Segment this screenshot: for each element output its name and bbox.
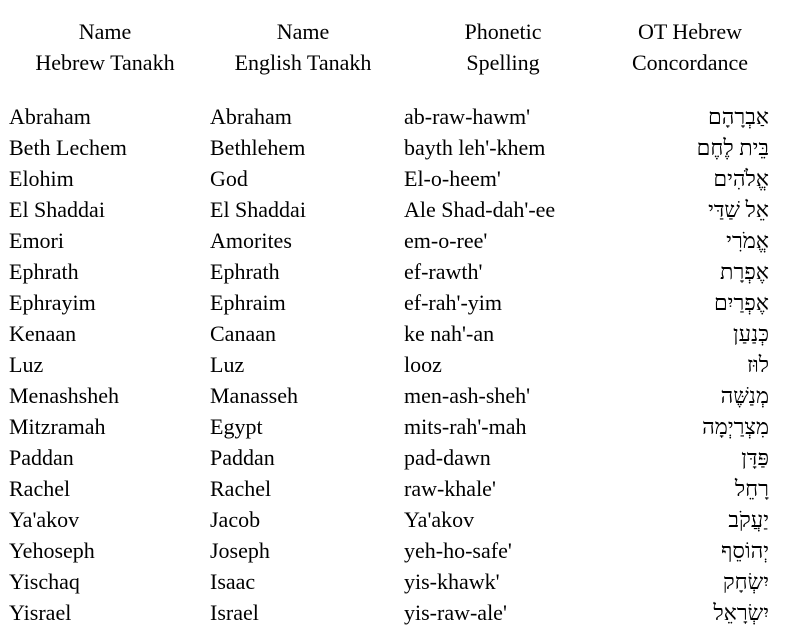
header-line: Name [276,19,330,44]
cell-phonetic: looz [404,352,442,377]
cell-hebrew-name: Abraham [9,104,91,129]
cell-english-name: Egypt [210,414,263,439]
header-line: Phonetic [464,19,542,44]
header-line: Spelling [466,50,540,75]
table-row [0,380,785,411]
cell-hebrew-script: אֶפְרַיִם [713,290,769,315]
table-row [0,566,785,597]
header-hebrew-tanakh [10,16,200,78]
cell-phonetic: bayth leh'-khem [404,135,546,160]
table-row [0,318,785,349]
cell-hebrew-script: אַבְרָהָם [708,104,769,129]
cell-hebrew-name: Ya'akov [9,507,80,532]
cell-phonetic: mits-rah'-mah [404,414,527,439]
cell-english-name: El Shaddai [210,197,306,222]
table-row [0,442,785,473]
table-row [0,194,785,225]
cell-hebrew-name: Luz [9,352,44,377]
cell-hebrew-name: Yischaq [9,569,80,594]
cell-english-name: Israel [210,600,259,625]
cell-hebrew-name: Ephrath [9,259,79,284]
cell-hebrew-name: Beth Lechem [9,135,127,160]
cell-hebrew-script: רָחֵל [734,476,769,501]
cell-phonetic: ab-raw-hawm' [404,104,531,129]
cell-english-name: Bethlehem [210,135,306,160]
cell-hebrew-name: Paddan [9,445,74,470]
header-line: Name [78,19,132,44]
cell-hebrew-script: אֱמֹרִי [726,228,769,253]
cell-hebrew-script: פַּדָּן [741,445,769,470]
cell-hebrew-name: Mitzramah [9,414,106,439]
table-row [0,256,785,287]
cell-phonetic: ef-rawth' [404,259,483,284]
cell-english-name: God [210,166,248,191]
cell-english-name: Ephrath [210,259,280,284]
table-row [0,132,785,163]
table-row [0,535,785,566]
cell-hebrew-script: יִשְׂרָאֵל [713,600,769,625]
cell-phonetic: raw-khale' [404,476,496,501]
cell-english-name: Luz [210,352,245,377]
cell-hebrew-script: לוּז [746,352,769,377]
cell-hebrew-name: Elohim [9,166,74,191]
cell-hebrew-script: בֵּית לֶחֶם [696,135,769,160]
cell-hebrew-name: Yisrael [9,600,72,625]
cell-phonetic: Ale Shad-dah'-ee [404,197,556,222]
header-line: Concordance [631,50,749,75]
header-line: English Tanakh [234,50,372,75]
cell-hebrew-name: Kenaan [9,321,77,346]
table-row [0,287,785,318]
table-row [0,101,785,132]
cell-english-name: Joseph [210,538,270,563]
cell-hebrew-script: מִצְרַיְמָה [702,414,769,439]
cell-hebrew-script: מְנַשֶּׁה [720,383,769,408]
cell-english-name: Isaac [210,569,256,594]
table-row [0,597,785,628]
cell-phonetic: yeh-ho-safe' [404,538,512,563]
cell-english-name: Canaan [210,321,276,346]
table-row [0,225,785,256]
cell-hebrew-script: אֵל שַׁדַּי [708,197,769,222]
cell-english-name: Jacob [210,507,261,532]
cell-hebrew-script: יִשְׂחָק [722,569,769,594]
cell-english-name: Abraham [210,104,292,129]
cell-hebrew-name: Rachel [9,476,71,501]
header-line: OT Hebrew [637,19,743,44]
table-row [0,473,785,504]
cell-hebrew-name: Yehoseph [9,538,95,563]
header-english-tanakh [210,16,396,78]
cell-hebrew-script: יַעֲקֹב [728,507,769,532]
cell-phonetic: ke nah'-an [404,321,495,346]
cell-hebrew-name: Ephrayim [9,290,96,315]
cell-hebrew-name: Emori [9,228,64,253]
cell-phonetic: men-ash-sheh' [404,383,531,408]
table-row [0,163,785,194]
cell-hebrew-script: אֶפְרָת [720,259,769,284]
cell-phonetic: yis-raw-ale' [404,600,507,625]
cell-english-name: Rachel [210,476,272,501]
cell-phonetic: em-o-ree' [404,228,488,253]
cell-phonetic: ef-rah'-yim [404,290,503,315]
cell-phonetic: pad-dawn [404,445,491,470]
header-line: Hebrew Tanakh [35,50,175,75]
cell-english-name: Ephraim [210,290,286,315]
cell-phonetic: yis-khawk' [404,569,500,594]
header-ot-hebrew-concordance [600,16,780,78]
table-row [0,504,785,535]
cell-english-name: Manasseh [210,383,298,408]
table-row [0,349,785,380]
cell-phonetic: Ya'akov [404,507,475,532]
cell-english-name: Paddan [210,445,275,470]
cell-hebrew-script: אֱלֹהִים [713,166,769,191]
cell-hebrew-name: El Shaddai [9,197,105,222]
cell-english-name: Amorites [210,228,292,253]
cell-hebrew-script: כְּנַעַן [733,321,769,346]
cell-hebrew-script: יְהוֹסֵף [721,538,769,563]
cell-hebrew-name: Menashsheh [9,383,119,408]
table-body [0,101,785,628]
cell-phonetic: El-o-heem' [404,166,501,191]
table-row [0,411,785,442]
header-phonetic-spelling [410,16,596,78]
